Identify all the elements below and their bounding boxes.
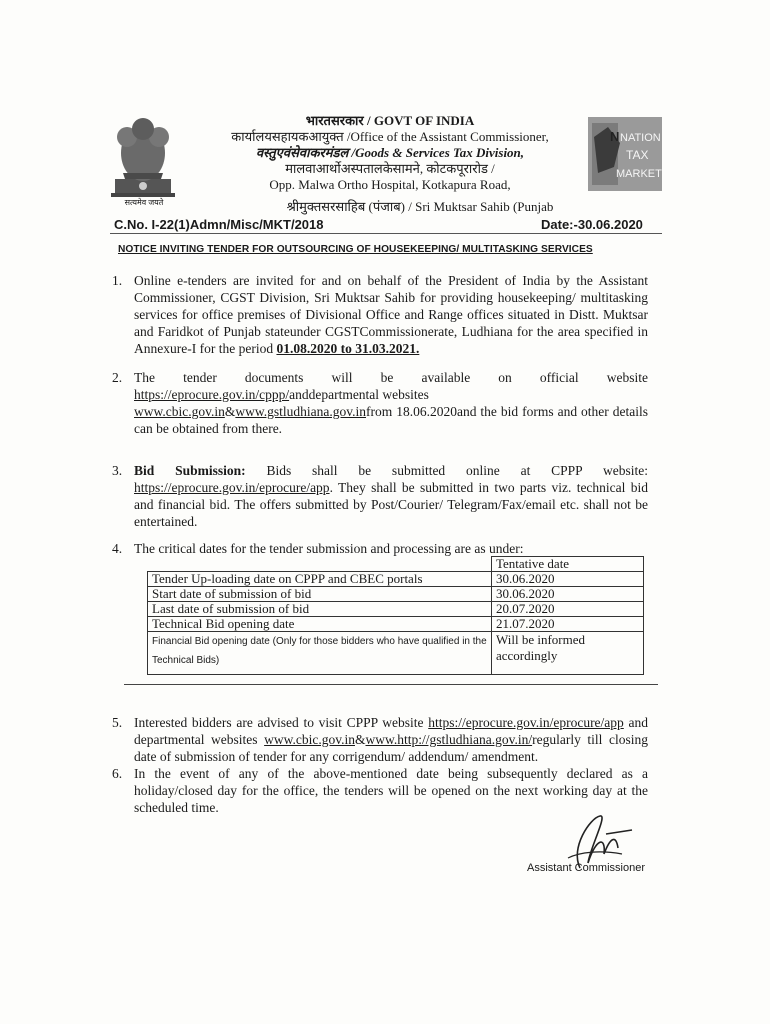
- gstludhiana-link[interactable]: www.http://gstludhiana.gov.in/: [365, 732, 533, 747]
- table-cell: 30.06.2020: [492, 572, 644, 587]
- table-bottom-rule: [124, 684, 658, 685]
- table-cell: Last date of submission of bid: [148, 602, 492, 617]
- item-2-line1: The tender documents will be available on official website: [134, 370, 648, 385]
- table-row: [148, 587, 644, 602]
- item-number: 4.: [112, 541, 123, 556]
- item-number: 1.: [112, 273, 123, 288]
- table-cell: 30.06.2020: [492, 587, 644, 602]
- table-cell: Tender Up-loading date on CPPP and CBEC portals: [148, 572, 492, 587]
- header-govt: भारतसरकार / GOVT OF INDIA: [305, 113, 475, 128]
- critical-dates-table: [147, 556, 644, 675]
- item-5-text: Interested bidders are advised to visit CPPP website https://eprocure.gov.in/eprocure/app and departmental websites www.cbic.gov.in&www.http://gstludhiana.gov.in/regularly till closing date of submission of tender for any corrigendum/ addendum/ amendment.: [134, 715, 648, 764]
- table-cell: Financial Bid opening date (Only for those bidders who have qualified in the Technical Bids): [148, 632, 492, 675]
- item-4-text: The critical dates for the tender submission and processing are as under:: [134, 541, 524, 556]
- item-number: 6.: [112, 766, 123, 781]
- table-header-date: Tentative date: [492, 557, 644, 572]
- emblem-caption: सत्यमेव जयते: [124, 198, 164, 207]
- table-cell: 21.07.2020: [492, 617, 644, 632]
- item-6-text: In the event of any of the above-mentioned date being subsequently declared as a holiday/closed day for the office, the tenders will be opened on the next working day at the scheduled time.: [134, 766, 648, 815]
- header-address: Opp. Malwa Ortho Hospital, Kotkapura Road,: [269, 177, 511, 192]
- table-row: [148, 632, 644, 675]
- table-cell: [148, 557, 492, 572]
- document-date: Date:-30.06.2020: [541, 217, 643, 232]
- cbic-link[interactable]: www.cbic.gov.in: [264, 732, 355, 747]
- eprocure-app-link[interactable]: https://eprocure.gov.in/eprocure/app: [428, 715, 624, 730]
- bid-submission-label: Bid Submission:: [134, 463, 246, 478]
- table-row: [148, 557, 644, 572]
- svg-text:N: N: [610, 129, 620, 144]
- item-number: 3.: [112, 463, 123, 478]
- header-divider: [110, 233, 662, 234]
- table-row: [148, 572, 644, 587]
- item-2-line2: [134, 386, 648, 403]
- table-row: [148, 602, 644, 617]
- gstludhiana-link[interactable]: www.gstludhiana.gov.in: [235, 404, 366, 419]
- table-cell: Will be informed accordingly: [492, 632, 644, 675]
- item-number: 5.: [112, 715, 123, 730]
- eprocure-link[interactable]: https://eprocure.gov.in/eprocure/app: [134, 480, 330, 495]
- item-number: 2.: [112, 370, 123, 385]
- reference-number: C.No. I-22(1)Admn/Misc/MKT/2018: [114, 217, 324, 232]
- table-cell: 20.07.2020: [492, 602, 644, 617]
- notice-title: NOTICE INVITING TENDER FOR OUTSOURCING OF HOUSEKEEPING/ MULTITASKING SERVICES: [118, 244, 593, 255]
- item-2-websites: anddepartmental websites: [289, 387, 429, 402]
- cbic-link[interactable]: www.cbic.gov.in: [134, 404, 225, 419]
- header-city: श्रीमुक्तसरसाहिब (पंजाब) / Sri Muktsar Sahib (Punjab: [286, 199, 554, 214]
- header-address-hindi: मालवाआर्थोअस्पतालकेसामने, कोटकपूरारोड /: [285, 161, 495, 176]
- table-cell: Technical Bid opening date: [148, 617, 492, 632]
- signature-designation: Assistant Commissioner: [527, 862, 645, 874]
- nation-tax-market-logo: [588, 117, 662, 191]
- national-emblem-icon: [103, 113, 183, 201]
- item-1-text: Online e-tenders are invited for and on behalf of the President of India by the Assistant Commissioner, CGST Division, Sri Muktsar Sahib for providing housekeeping/ multitasking services for office premises of Divisional Office and Range offices situated in Distt. Muktsar and Faridkot of Punjab stateunder CGSTCommissionerate, Ludhiana for the area specified in Annexure-I for the period 01.08.2020 to 31.03.2021.: [134, 273, 648, 356]
- table-cell: Start date of submission of bid: [148, 587, 492, 602]
- header-division: वस्तुएवंसेवाकरमंडल /Goods & Services Tax Division,: [255, 145, 525, 160]
- table-row: [148, 617, 644, 632]
- item-2-line3: www.cbic.gov.in&www.gstludhiana.gov.infrom 18.06.2020and the bid forms and other details can be obtained from there.: [134, 404, 648, 436]
- tender-period: 01.08.2020 to 31.03.2021.: [276, 341, 420, 356]
- logo-word-market: MARKET: [616, 168, 662, 180]
- logo-word-tax: TAX: [626, 148, 649, 162]
- logo-word-nation: NATION: [620, 132, 661, 144]
- item-3-text: Bid Submission: Bids shall be submitted online at CPPP website: https://eprocure.gov.in/eprocure/app. They shall be submitted in two parts viz. technical bid and financial bid. The offers submitted by Post/Courier/ Telegram/Fax/email etc. shall not be entertained.: [134, 463, 648, 529]
- cppp-link[interactable]: https://eprocure.gov.in/cppp/: [134, 387, 290, 402]
- header-office: कार्यालयसहायकआयुक्त /Office of the Assistant Commissioner,: [231, 129, 549, 144]
